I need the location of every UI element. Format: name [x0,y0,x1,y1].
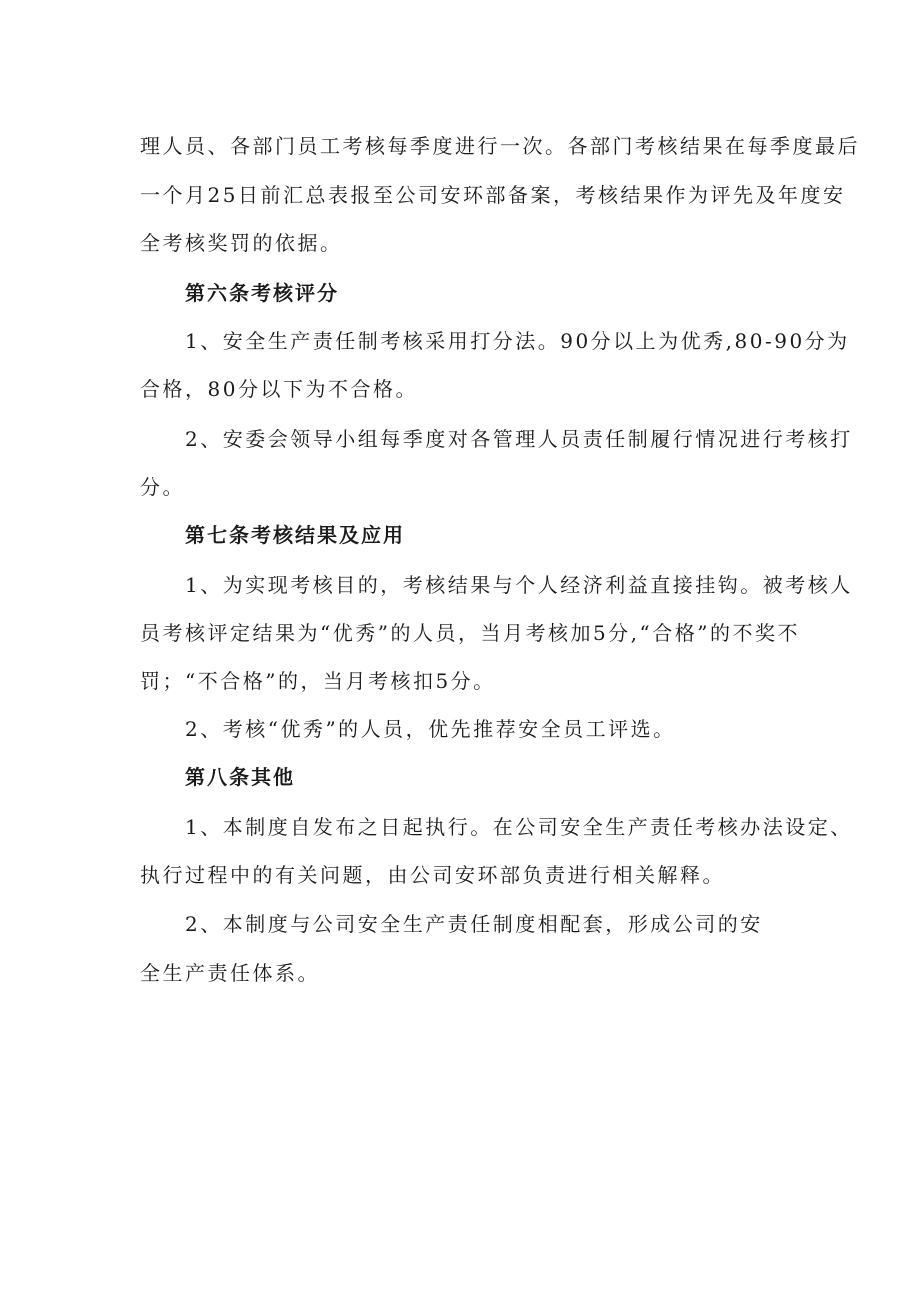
article-6-item-1-line-2: 合格，80分以下为不合格。 [140,377,418,401]
intro-line-3: 全考核奖罚的依据。 [140,231,343,255]
article-8-heading: 第八条其他 [185,765,295,789]
article-8-item-1-line-1: 1、本制度自发布之日起执行。在公司安全生产责任考核办法设定、 [185,815,853,839]
article-7-item-1-line-1: 1、为实现考核目的，考核结果与个人经济利益直接挂钩。被考核人 [185,573,853,597]
intro-line-2: 一个月25日前汇总表报至公司安环部备案，考核结果作为评先及年度安 [140,183,846,207]
article-6-item-2-line-2: 分。 [140,475,185,499]
article-7-item-1-line-3: 罚；“不合格”的，当月考核扣5分。 [140,669,496,693]
article-7-item-1-line-2: 员考核评定结果为“优秀”的人员，当月考核加5分,“合格”的不奖不 [140,621,800,645]
intro-line-1: 理人员、各部门员工考核每季度进行一次。各部门考核结果在每季度最后 [140,134,860,158]
article-7-item-2: 2、考核“优秀”的人员，优先推荐安全员工评选。 [185,717,676,741]
article-8-item-2-line-1: 2、本制度与公司安全生产责任制度相配套，形成公司的安 [185,912,763,936]
article-7-heading: 第七条考核结果及应用 [185,523,405,547]
article-8-item-1-line-2: 执行过程中的有关问题，由公司安环部负责进行相关解释。 [140,863,725,887]
article-8-item-2-line-2: 全生产责任体系。 [140,961,320,985]
article-6-heading: 第六条考核评分 [185,281,339,305]
article-6-item-1-line-1: 1、安全生产责任制考核采用打分法。90分以上为优秀,80-90分为 [185,329,850,353]
article-6-item-2-line-1: 2、安委会领导小组每季度对各管理人员责任制履行情况进行考核打 [185,427,853,451]
